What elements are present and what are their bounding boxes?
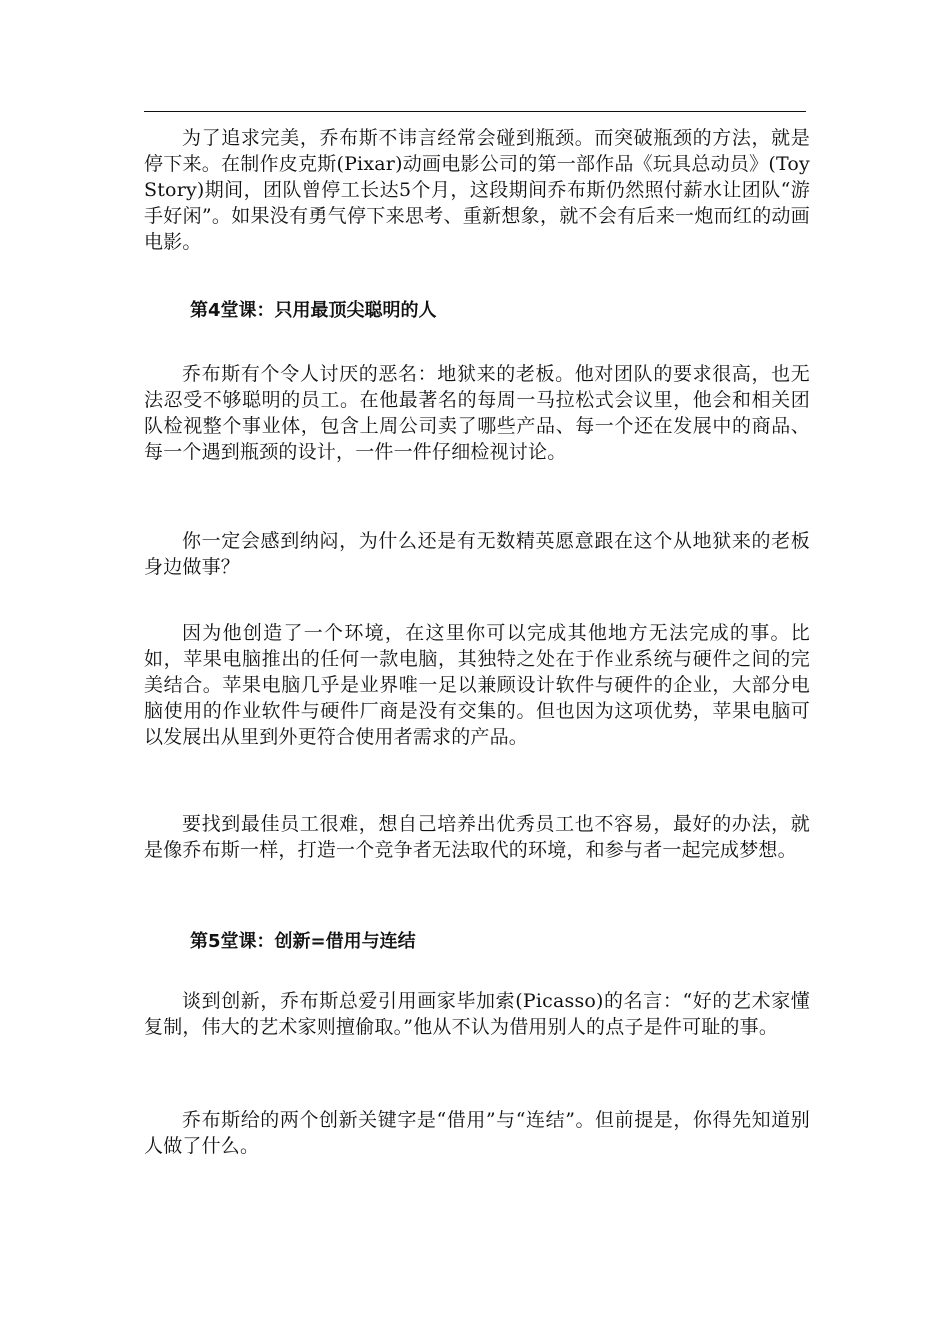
paragraph-best-employees: 要找到最佳员工很难，想自己培养出优秀员工也不容易，最好的办法，就是像乔布斯一样，打造一个竞争者无法取代的环境，和参与者一起完成梦想。 [144,813,810,861]
paragraph-boss-from-hell: 乔布斯有个令人讨厌的恶名：地狱来的老板。他对团队的要求很高，也无法忍受不够聪明的员工。在他最著名的每周一马拉松式会议里，他会和相关团队检视整个事业体，包含上周公司卖了哪些产品、每一个还在发展中的商品、每一个遇到瓶颈的设计，一件一件仔细检视讨论。 [144,363,810,463]
section-heading-lesson-4: 第4堂课：只用最顶尖聪明的人 [190,300,437,321]
paragraph-pixar: 为了追求完美，乔布斯不讳言经常会碰到瓶颈。而突破瓶颈的方法，就是停下来。在制作皮克斯(Pixar)动画电影公司的第一部作品《玩具总动员》(Toy Story)期间，团队曾停工长达5个月，这段期间乔布斯仍然照付薪水让团队“游手好闲”。如果没有勇气停下来思考、重新想象，就不会有后来一炮而红的动画电影。 [144,127,810,253]
paragraph-innovation-keywords: 乔布斯给的两个创新关键字是“借用”与“连结”。但前提是，你得先知道别人做了什么。 [144,1109,810,1157]
paragraph-why-elites: 你一定会感到纳闷，为什么还是有无数精英愿意跟在这个从地狱来的老板身边做事？ [144,530,810,578]
paragraph-picasso-quote: 谈到创新，乔布斯总爱引用画家毕加索(Picasso)的名言：“好的艺术家懂复制，伟大的艺术家则擅偷取。”他从不认为借用别人的点子是件可耻的事。 [144,990,810,1038]
paragraph-environment: 因为他创造了一个环境，在这里你可以完成其他地方无法完成的事。比如，苹果电脑推出的任何一款电脑，其独特之处在于作业系统与硬件之间的完美结合。苹果电脑几乎是业界唯一足以兼顾设计软件与硬件的企业，大部分电脑使用的作业软件与硬件厂商是没有交集的。但也因为这项优势，苹果电脑可以发展出从里到外更符合使用者需求的产品。 [144,622,810,748]
header-rule [144,111,806,112]
section-heading-lesson-5: 第5堂课：创新=借用与连结 [190,931,416,952]
